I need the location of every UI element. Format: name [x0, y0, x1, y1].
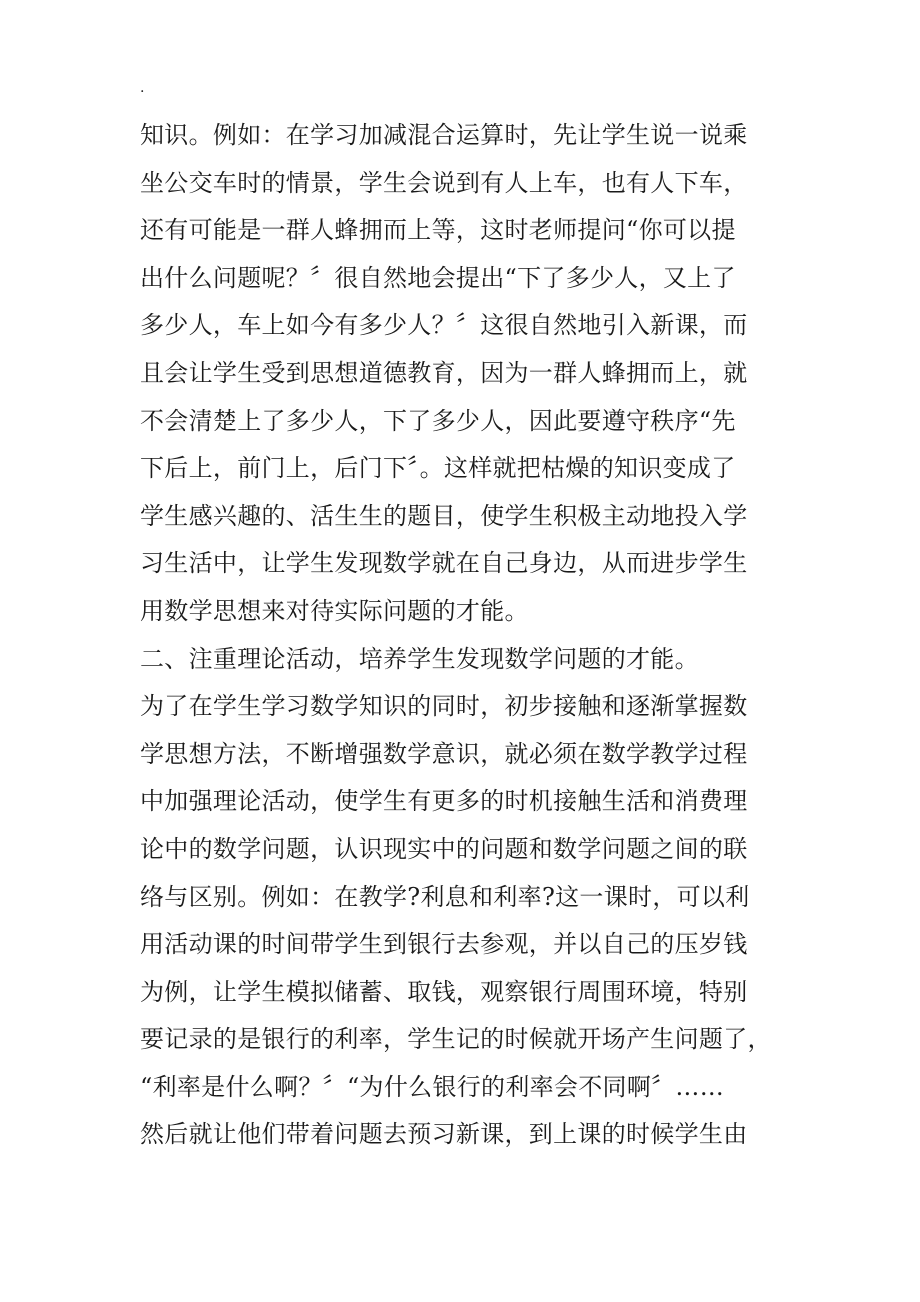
text-line: 然后就让他们带着问题去预习新课，到上课的时候学生由: [140, 1120, 748, 1149]
text-line: 坐公交车时的情景，学生会说到有人上车，也有人下车，: [140, 168, 748, 197]
text-line: 用数学思想来对待实际问题的才能。: [140, 596, 529, 625]
text-line: 要记录的是银行的利率，学生记的时候就开场产生问题了，: [140, 1025, 772, 1054]
text-line: 论中的数学问题，认识现实中的问题和数学问题之间的联: [140, 834, 748, 863]
text-line: 为了在学生学习数学知识的同时，初步接触和逐渐掌握数: [140, 692, 748, 721]
text-line: 学思想方法，不断增强数学意识，就必须在数学教学过程: [140, 739, 748, 768]
text-line: 为例，让学生模拟储蓄、取钱，观察银行周围环境，特别: [140, 977, 748, 1006]
text-line: 且会让学生受到思想道德教育，因为一群人蜂拥而上，就: [140, 358, 748, 387]
text-line: “利率是什么啊？〞“为什么银行的利率会不同啊〞……: [140, 1072, 725, 1101]
text-line: 学生感兴趣的、活生生的题目，使学生积极主动地投入学: [140, 501, 748, 530]
text-line: 用活动课的时间带学生到银行去参观，并以自己的压岁钱: [140, 930, 748, 959]
text-line: 络与区别。例如：在教学?利息和利率?这一课时，可以利: [140, 882, 750, 911]
text-line: 知识。例如：在学习加减混合运算时，先让学生说一说乘: [140, 121, 748, 149]
text-line: 还有可能是一群人蜂拥而上等，这时老师提问“你可以提: [140, 216, 736, 245]
text-line: 多少人，车上如今有多少人？〞这很自然地引入新课，而: [140, 311, 748, 340]
text-line: 下后上，前门上，后门下〞。这样就把枯燥的知识变成了: [140, 454, 736, 483]
text-line: 习生活中，让学生发现数学就在自己身边，从而进步学生: [140, 549, 748, 578]
text-line: 不会清楚上了多少人，下了多少人，因此要遵守秩序“先: [140, 406, 736, 435]
text-line: 出什么问题呢？〞很自然地会提出“下了多少人，又上了: [140, 263, 736, 292]
body-text: [140, 112, 780, 1159]
section-heading: 二、注重理论活动，培养学生发现数学问题的才能。: [140, 644, 699, 673]
text-line: 中加强理论活动，使学生有更多的时机接触生活和消费理: [140, 787, 748, 816]
page-marker-dot: .: [140, 80, 145, 96]
